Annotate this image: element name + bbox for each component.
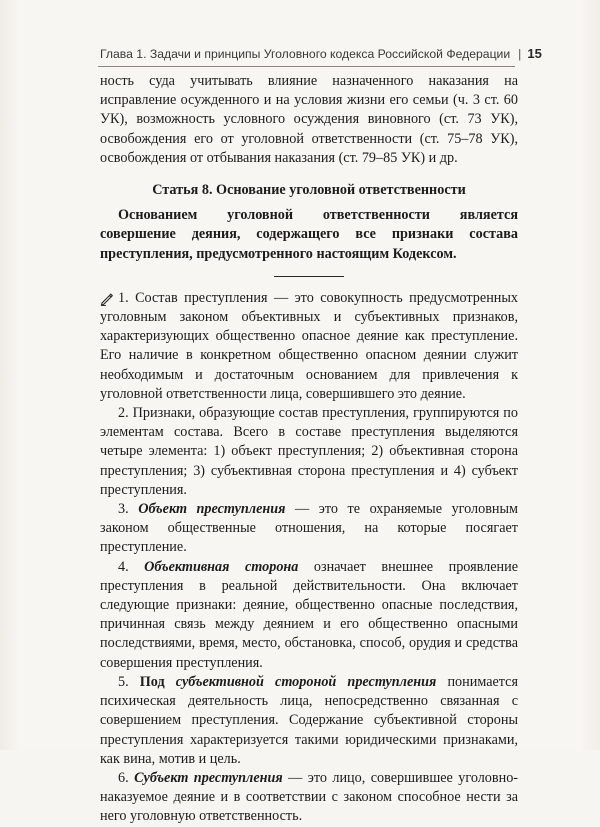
term-objective-side: Объективная сторона	[144, 558, 299, 575]
paragraph-6-number: 6.	[118, 769, 129, 786]
paragraph-6-text: — это лицо, совершившее уголовно-наказуемое деяние и в соответствии с законом способное нести за него уголовную ответственность.	[100, 769, 519, 825]
commentary-paragraph-1	[100, 289, 518, 404]
header-rule	[98, 66, 515, 67]
page-number: 15	[527, 46, 542, 61]
article-heading: Статья 8. Основание уголовной ответственности	[152, 182, 466, 199]
paragraph-4-number: 4.	[118, 558, 129, 575]
paragraph-5-number: 5.	[118, 673, 129, 690]
paragraph-4-text: означает внешнее проявление преступления в реальной действительности. Она включает следующие признаки: деяние, общественно опасные последствия, причинная связь между деянием и его общественно опасными последствиями, время, место, обстановка, способ, орудия и средства совершения преступления.	[100, 558, 519, 671]
paragraph-5-text: понимается психическая деятельность лица, непосредственно связанная с совершением преступления. Содержание субъективной стороны преступления характеризуется такими юридическими признаками, как вина, мотив и цель.	[100, 673, 518, 767]
section-divider	[274, 276, 344, 277]
page-body	[100, 72, 518, 827]
statute-text: Основанием уголовной ответственности является совершение деяния, содержащего все признаки состава преступления, предусмотренного настоящим Кодексом.	[100, 207, 518, 262]
running-header	[100, 46, 542, 61]
commentary-paragraph-2: 2. Признаки, образующие состав преступления, группируются по элементам состава. Всего в составе преступления выделяются четыре элемента: 1) объект преступления; 2) объективная сторона преступления; 3) субъективная сторона преступления и 4) субъект преступления.	[100, 405, 518, 498]
running-title: Глава 1. Задачи и принципы Уголовного кодекса Российской Федерации	[100, 47, 511, 61]
paragraph-3-text: — это те охраняемые уголовным законом общественные отношения, на которые посягает преступление.	[100, 501, 519, 556]
commentary-text-1: 1. Состав преступления — это совокупность предусмотренных уголовным законом объективных и субъективных признаков, характеризующих общественно опасное деяние как преступление. Его наличие в конкретном общественно опасном деянии служит необходимым и достаточным основанием для привлечения к уголовной ответственности лица, совершившего это деяние.	[100, 289, 518, 402]
pencil-icon	[100, 292, 114, 306]
term-suffix: преступления	[336, 673, 437, 690]
term-prefix: Под	[139, 673, 176, 690]
term-subject: Субъект преступления	[134, 769, 283, 786]
commentary-paragraph-3	[100, 500, 518, 558]
term-object: Объект преступления	[138, 501, 286, 518]
commentary-paragraph-4	[100, 558, 518, 673]
intro-paragraph: ность суда учитывать влияние назначенного наказания на исправление осужденного и на условия жизни его семьи (ч. 3 ст. 60 УК), возможность условного осуждения виновного (ст. 73 УК), освобождения его от уголовной ответственности (ст. 75–78 УК), освобождения от отбывания наказания (ст. 79–85 УК) и др.	[100, 73, 518, 166]
paragraph-3-number: 3.	[118, 501, 129, 518]
header-separator: |	[518, 47, 522, 61]
commentary-paragraph-6	[100, 769, 518, 827]
commentary-paragraph-5	[100, 673, 518, 769]
term-subjective-side: субъективной стороной	[175, 673, 337, 690]
